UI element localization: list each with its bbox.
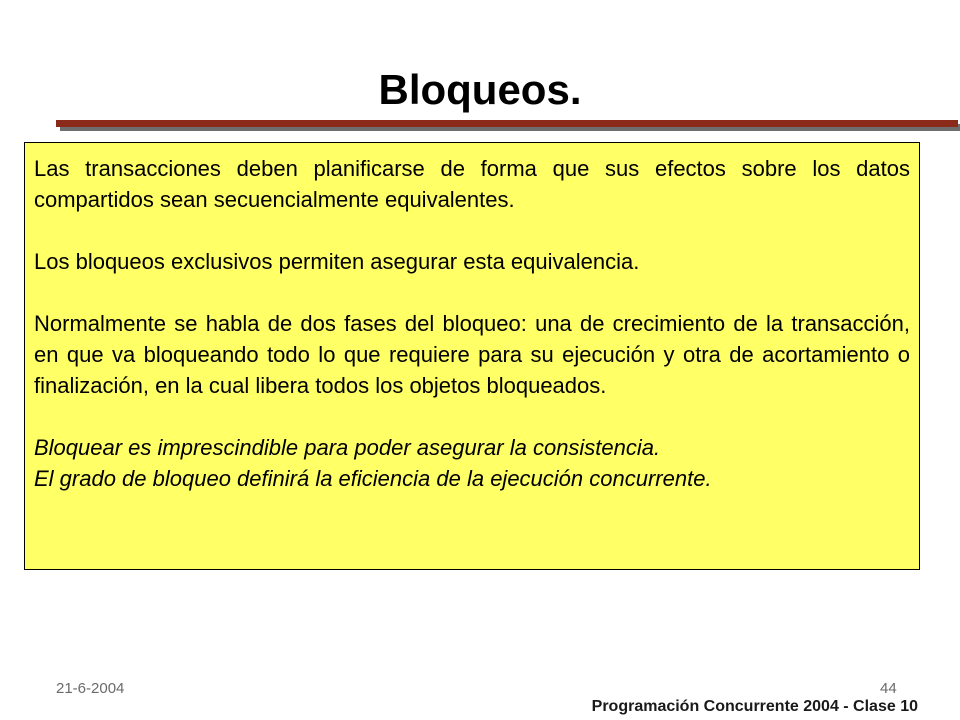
- paragraph-spacer: [34, 215, 910, 246]
- paragraph-consistencia: Bloquear es imprescindible para poder asegurar la consistencia.: [34, 435, 661, 460]
- slide-title: Bloqueos.: [378, 66, 582, 113]
- footer-course-title: Programación Concurrente 2004 - Clase 10: [591, 698, 918, 715]
- paragraph-bloqueos-exclusivos: Los bloqueos exclusivos permiten asegurar esta equivalencia.: [34, 249, 640, 274]
- footer-page-number: 44: [880, 680, 897, 697]
- paragraph-dos-fases: Normalmente se habla de dos fases del bloqueo: una de crecimiento de la transacción, en que va bloqueando todo lo que requiere para su ejecución y otra de acortamiento o finalización, en la cual libera todos los objetos bloqueados.: [34, 311, 910, 398]
- footer-date: 21-6-2004: [56, 680, 125, 697]
- paragraph-spacer: [34, 401, 910, 432]
- paragraph-eficiencia: El grado de bloqueo definirá la eficiencia de la ejecución concurrente.: [34, 466, 712, 491]
- title-rule: [56, 120, 958, 127]
- paragraph-transacciones: Las transacciones deben planificarse de forma que sus efectos sobre los datos compartidos sean secuencialmente equivalentes.: [34, 156, 910, 212]
- content-box: [24, 142, 920, 570]
- paragraph-spacer: [34, 277, 910, 308]
